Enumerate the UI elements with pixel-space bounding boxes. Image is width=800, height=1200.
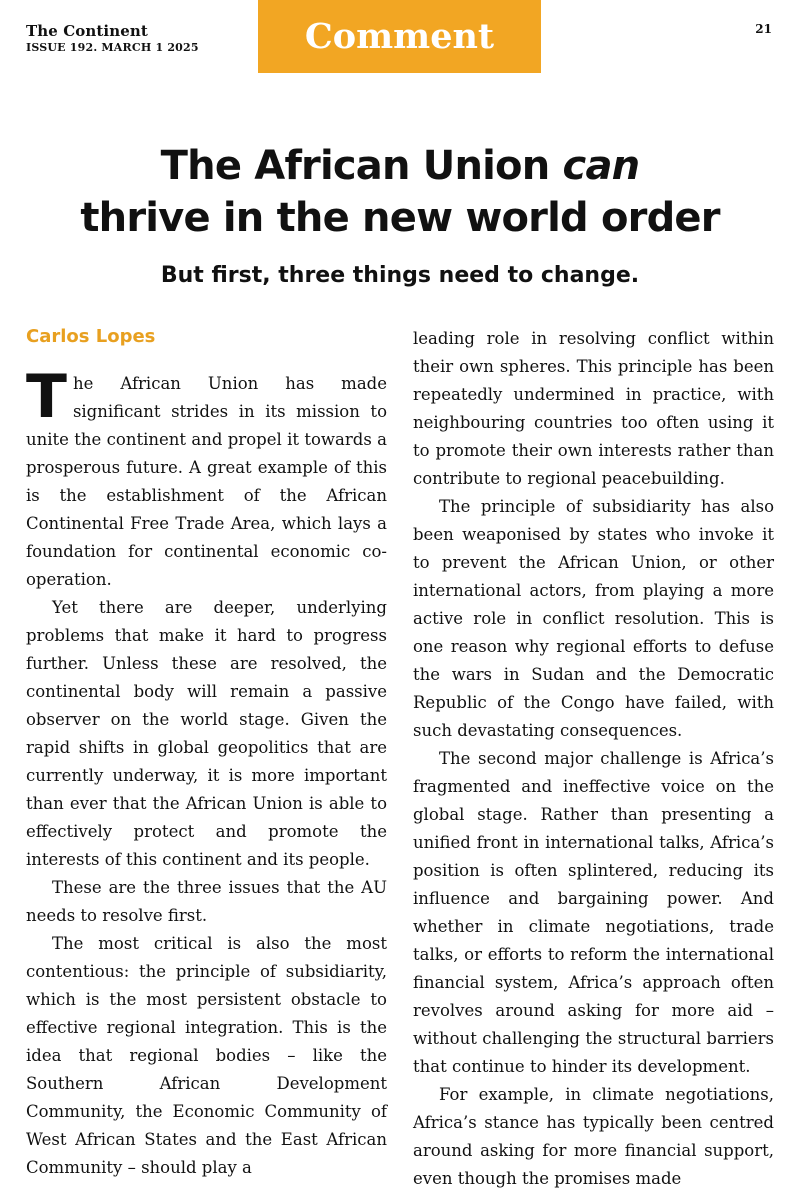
title-italic-word: can (562, 143, 640, 189)
paragraph-5: leading role in resolving conflict within their own spheres. This principle has been repeatedly undermined in practice, with neighbouring countries too often using it to promote their own interests rather than contribute to regional peacebuilding. (413, 329, 774, 488)
paragraph-8: For example, in climate negotiations, Africa’s stance has typically been centred around asking for more financial support, even though the promises made (413, 1085, 774, 1188)
title-part-1: The African Union (160, 143, 563, 189)
drop-cap: T (26, 362, 67, 432)
article-title (0, 140, 800, 244)
section-label: Comment (258, 0, 541, 73)
masthead (26, 22, 199, 54)
paragraph-7: The second major challenge is Africa’s fragmented and ineffective voice on the global stage. Rather than presenting a unified front in international talks, Africa’s position is often splintered, reducing its influence and bargaining power. And whether in climate negotiations, trade talks, or efforts to reform the international financial system, Africa’s approach often revolves around asking for more aid – without challenging the structural barriers that continue to hinder its development. (413, 749, 774, 1076)
paragraph-2: Yet there are deeper, underlying problems that make it hard to progress further. Unless these are resolved, the continental body will remain a passive observer on the world stage. Given the rapid shifts in global geopolitics that are currently underway, it is more important than ever that the African Union is able to effectively protect and promote the interests of this continent and its people. (26, 598, 387, 869)
paragraph-1-text: he African Union has made significant strides in its mission to unite the continent and propel it towards a prosperous future. A great example of this is the establishment of the African Continental Free Trade Area, which lays a foundation for continental economic co-operation. (26, 374, 387, 589)
paragraph-4: The most critical is also the most contentious: the principle of subsidiarity, which is the most persistent obstacle to effective regional integration. This is the idea that regional bodies – like the Southern African Development Community, the Economic Community of West African States and the East African Community – should play a (26, 934, 387, 1177)
issue-date: ISSUE 192. MARCH 1 2025 (26, 41, 199, 54)
paragraph-1 (26, 362, 387, 594)
paragraph-6: The principle of subsidiarity has also been weaponised by states who invoke it to prevent the African Union, or other international actors, from playing a more active role in conflict resolution. This is one reason why regional efforts to defuse the wars in Sudan and the Democratic Republic of the Congo have failed, with such devastating consequences. (413, 497, 774, 740)
page-number: 21 (755, 22, 772, 36)
right-column (413, 325, 774, 1193)
article-subtitle: But first, three things need to change. (160, 263, 640, 288)
author-byline: Carlos Lopes (26, 326, 156, 347)
left-column (26, 362, 387, 1182)
title-part-2: thrive in the new world order (80, 195, 720, 241)
publication-name: The Continent (26, 22, 148, 40)
paragraph-3: These are the three issues that the AU needs to resolve first. (26, 878, 387, 925)
